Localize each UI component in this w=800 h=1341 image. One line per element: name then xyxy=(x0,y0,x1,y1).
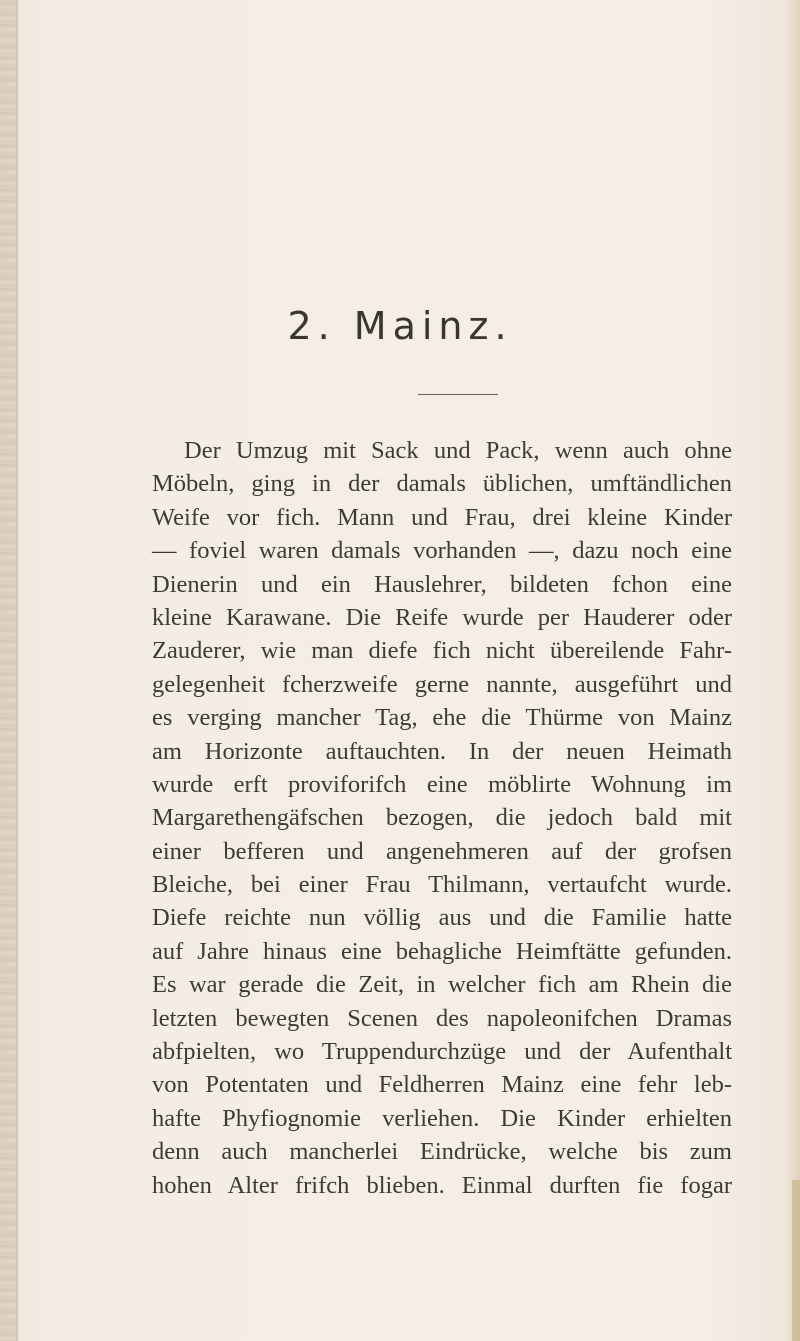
text-line: kleine Karawane. Die Reife wurde per Hauderer oder xyxy=(152,603,732,631)
text-line: Zauderer, wie man diefe fich nicht übereilende Fahr- xyxy=(152,637,732,665)
text-line: Der Umzug mit Sack und Pack, wenn auch ohne xyxy=(184,437,732,464)
title-divider xyxy=(418,394,498,395)
binding-edge-line xyxy=(16,0,18,1341)
text-line: wurde erft proviforifch eine möblirte Wohnung im xyxy=(152,770,732,798)
page-edge-stain xyxy=(792,1180,800,1341)
text-line: Weife vor fich. Mann und Frau, drei kleine Kinder xyxy=(152,503,732,531)
text-line: Diefe reichte nun völlig aus und die Familie hatte xyxy=(152,904,732,932)
text-line: — foviel waren damals vorhanden —, dazu noch eine xyxy=(152,537,732,565)
text-line: Es war gerade die Zeit, in welcher fich am Rhein die xyxy=(152,971,732,999)
text-line: einer befferen und angenehmeren auf der grofsen xyxy=(152,837,732,865)
text-line: letzten bewegten Scenen des napoleonifchen Dramas xyxy=(152,1004,732,1032)
text-line: gelegenheit fcherzweife gerne nannte, ausgeführt und xyxy=(152,670,732,698)
text-line: Möbeln, ging in der damals üblichen, umftändlichen xyxy=(152,470,732,498)
text-line: von Potentaten und Feldherren Mainz eine fehr leb- xyxy=(152,1071,732,1099)
binding-gutter xyxy=(0,0,16,1341)
text-line: abfpielten, wo Truppendurchzüge und der Aufenthalt xyxy=(152,1038,732,1066)
text-line: hafte Phyfiognomie verliehen. Die Kinder erhielten xyxy=(152,1104,732,1132)
text-line: hohen Alter frifch blieben. Einmal durften fie fogar xyxy=(152,1171,732,1199)
text-line: Bleiche, bei einer Frau Thilmann, vertaufcht wurde. xyxy=(152,871,732,899)
text-line: am Horizonte auftauchten. In der neuen Heimath xyxy=(152,737,732,765)
text-line: es verging mancher Tag, ehe die Thürme von Mainz xyxy=(152,704,732,732)
text-line: auf Jahre hinaus eine behagliche Heimftätte gefunden. xyxy=(152,937,732,965)
text-line: denn auch mancherlei Eindrücke, welche bis zum xyxy=(152,1138,732,1166)
chapter-title: 2. Mainz. xyxy=(287,304,513,348)
text-line: Dienerin und ein Hauslehrer, bildeten fchon eine xyxy=(152,570,732,598)
text-line: Margarethengäfschen bezogen, die jedoch bald mit xyxy=(152,804,732,832)
page-right-edge xyxy=(786,0,800,1341)
body-paragraph xyxy=(152,434,732,1202)
